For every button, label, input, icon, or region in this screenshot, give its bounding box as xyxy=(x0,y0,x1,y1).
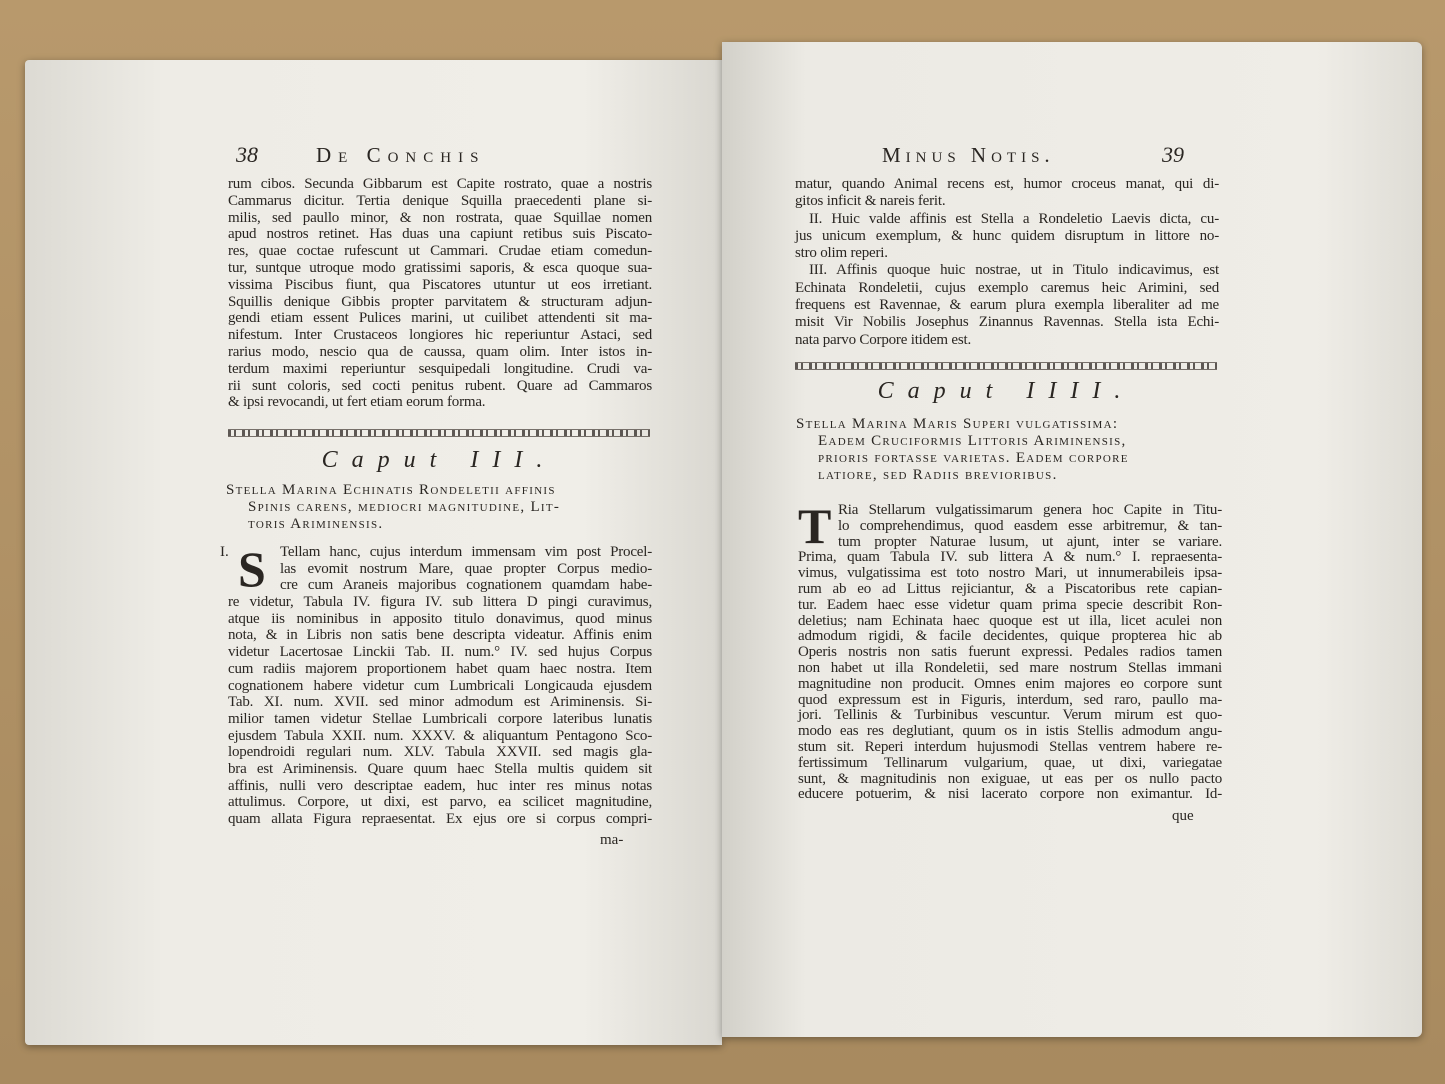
text-line: res, quae coctae rufescunt ut Cammari. Crudae etiam comedun- xyxy=(228,243,652,260)
text-line: Echinata Rondeletii, cujus exemplo caremus heic Arimini, sed xyxy=(795,279,1219,296)
chapter-heading: Caput III. xyxy=(321,447,557,473)
text-line: Prima, quam Tabula IV. sub littera A & num.° I. repraesenta- xyxy=(798,549,1222,566)
section-number: I. xyxy=(220,544,229,560)
text-line: Spinis carens, mediocri magnitudine, Lit- xyxy=(248,499,561,515)
text-line: toris Ariminensis. xyxy=(248,516,384,532)
text-line: rarius modo, nescio qua de caussa, quam olim. Inter istos in- xyxy=(228,343,652,360)
text-line: III. Affinis quoque huic nostrae, ut in Titulo indicavimus, est xyxy=(809,262,1219,279)
catchword: ma- xyxy=(600,832,624,848)
text-line: matur, quando Animal recens est, humor croceus manat, qui di- xyxy=(795,176,1219,192)
text-line: latiore, sed Radiis brevioribus. xyxy=(818,467,1058,483)
text-line: Cammarus dicitur. Tertia denique Squilla praecedenti plane si- xyxy=(228,192,652,209)
text-line: rii sunt coloris, sed cocti penitus rubent. Quare ad Cammaros xyxy=(228,377,652,394)
text-line: stum sit. Reperi interdum hujusmodi Stellas ventrem habere re- xyxy=(798,738,1222,755)
text-line: jori. Tellinis & Turbinibus vescuntur. Verum mirum est quo- xyxy=(798,707,1222,724)
drop-cap: S xyxy=(238,541,266,597)
text-line: cre cum Araneis majoribus cognationem quamdam habe- xyxy=(280,577,652,594)
text-line: educere potuerim, & nisi lacerato corpore non eximantur. Id- xyxy=(798,786,1222,803)
text-line: Tellam hanc, cujus interdum immensam vim post Procel- xyxy=(280,544,652,560)
text-line: affinis, nulli vero descriptae eadem, huc inter res minus notas xyxy=(228,777,652,794)
text-line: vimus, vulgatissima est toto nostro Mari, ut innumerabileis ipsa- xyxy=(798,565,1222,582)
text-line: tum propter Naturae lusum, ut ajunt, inter se variare. xyxy=(838,533,1222,550)
text-line: nifestum. Inter Crustaceos longiores hic reperiuntur Astaci, sed xyxy=(228,327,652,344)
text-line: rum cibos. Secunda Gibbarum est Capite rostrato, quae a nostris xyxy=(228,176,652,192)
text-line: vissima Piscibus fiunt, qua Piscatores utuntur ut eos irretiant. xyxy=(228,276,652,293)
text-line: tur, suntque utroque modo gratissimi saporis, & esca quoque sua- xyxy=(228,259,652,276)
text-line: misit Vir Nobilis Josephus Zinannus Ravennas. Stella ista Echi- xyxy=(795,314,1219,331)
page-number: 39 xyxy=(1162,142,1184,167)
text-line: apud nostros retinet. Has duas una capiunt retibus suis Piscato- xyxy=(228,226,652,243)
text-line: magnitudine non producit. Omnes enim majores eo corpore sunt xyxy=(798,675,1222,692)
text-line: Stella Marina Maris Superi vulgatissima: xyxy=(796,416,1119,432)
text-line: milior tamen videtur Stellae Lumbricali corpore lateribus lunatis xyxy=(228,710,652,727)
text-line: bra est Ariminensis. Quare quum haec Stella multis quidem sit xyxy=(228,760,652,777)
text-line: quam allata Figura repraesentat. Ex ejus ore si corpus compri- xyxy=(228,811,652,827)
text-line: cognationem habere videtur cum Lumbricali Longicauda ejusdem xyxy=(228,677,652,694)
text-line: tur. Eadem haec esse videtur quam prima specie describit Ron- xyxy=(798,596,1222,613)
text-line: gitos inficit & nareis ferit. xyxy=(795,193,946,210)
text-line: milis, sed paullo minor, & non rostrata, quae Squillae nomen xyxy=(228,209,652,226)
text-line: terdum maximi reperiuntur sesquipedali longitudine. Crudi va- xyxy=(228,360,652,377)
text-line: ejusdem Tabula XXII. num. XXXV. & aliquantum Pentagono Sco- xyxy=(228,727,652,744)
text-line: re videtur, Tabula IV. figura IV. sub littera D pingi curavimus, xyxy=(228,594,652,611)
text-line: nota, & in Libris non satis bene descripta videatur. Affinis enim xyxy=(228,627,652,644)
text-line: lo comprehendimus, quod easdem esse arbitremur, & tan- xyxy=(838,517,1222,534)
text-block xyxy=(795,176,1219,349)
text-line: sunt, & magnitudinis non exiguae, ut eas per os nullo pacto xyxy=(798,770,1222,787)
text-line: non habet ut illa Rondeletii, sed mare nostrum Stellas immani xyxy=(798,659,1222,676)
text-line: atque iis nominibus in apposito titulo donavimus, quod minus xyxy=(228,610,652,627)
text-line: Ria Stellarum vulgatissimarum genera hoc Capite in Titu- xyxy=(838,502,1222,518)
text-line: quod expressum est in Figuris, interdum, sed raro, paullo ma- xyxy=(798,691,1222,708)
text-line: admodum rigidi, & facile decidentes, quique propterea hic ab xyxy=(798,628,1222,645)
ornament-divider xyxy=(228,429,650,437)
text-line: gendi etiam essent Pulices marini, ut cuilibet attendenti sit ma- xyxy=(228,310,652,327)
chapter-subtitle xyxy=(796,416,1226,484)
drop-cap: T xyxy=(798,498,832,554)
text-block xyxy=(228,176,652,411)
text-line: jus unicum exemplum, & hunc quidem disruptum in littore no- xyxy=(795,227,1219,244)
text-line: cum radiis majorem proportionem habet quam haec nostra. Item xyxy=(228,660,652,677)
text-line: Eadem Cruciformis Littoris Ariminensis, xyxy=(818,433,1127,449)
catchword: que xyxy=(1172,808,1194,824)
text-line: & ipsi revocandi, ut fert etiam eorum forma. xyxy=(228,394,486,411)
text-line: Squillis denique Gibbis propter parvitatem & structuram adjun- xyxy=(228,293,652,310)
text-line: modo eas res deglutiant, quum os in istis Stellis admodum angu- xyxy=(798,723,1222,740)
text-line: Tab. XI. num. XVII. sed minor admodum est Ariminensis. Si- xyxy=(228,694,652,711)
text-line: stro olim reperi. xyxy=(795,245,888,262)
text-line: fertissimum Tellinarum vulgarium, quae, ut dixi, variegatae xyxy=(798,754,1222,771)
running-head: De Conchis xyxy=(316,143,486,167)
text-line: Operis nostris non satis fuerunt expressi. Pedales radios tamen xyxy=(798,644,1222,661)
text-line: videtur Lacertosae Linckii Tab. II. num.° IV. sed hujus Corpus xyxy=(228,644,652,661)
text-line: Stella Marina Echinatis Rondeletii affinis xyxy=(226,482,556,498)
text-line: frequens est Ravennae, & earum plura exempla liberaliter ad me xyxy=(795,297,1219,314)
ornament-divider xyxy=(795,362,1217,370)
text-line: nata parvo Corpore itidem est. xyxy=(795,331,972,348)
paragraph xyxy=(228,541,652,828)
running-head: Minus Notis. xyxy=(882,143,1055,167)
text-line: rum ab eo ad Littus rejiciantur, & a Piscatoribus rete capian- xyxy=(798,580,1222,597)
chapter-subtitle xyxy=(226,482,656,533)
paragraph xyxy=(798,498,1222,803)
text-line: attulimus. Corpore, ut dixi, est parvo, ea scilicet magnitudine, xyxy=(228,794,652,811)
chapter-heading: Caput IIII. xyxy=(877,378,1135,404)
text-line: II. Huic valde affinis est Stella a Rondeletio Laevis dicta, cu- xyxy=(809,210,1219,227)
text-line: lopendroidi regulari num. XLV. Tabula XXVII. sed magis gla- xyxy=(228,744,652,761)
page-number: 38 xyxy=(236,142,258,167)
text-line: prioris fortasse varietas. Eadem corpore xyxy=(818,450,1129,466)
text-line: deletius; nam Echinata haec quoque est ut illa, licet aculei non xyxy=(798,612,1222,629)
text-line: las evomit nostrum Mare, quae propter Corpus medio- xyxy=(280,560,652,577)
